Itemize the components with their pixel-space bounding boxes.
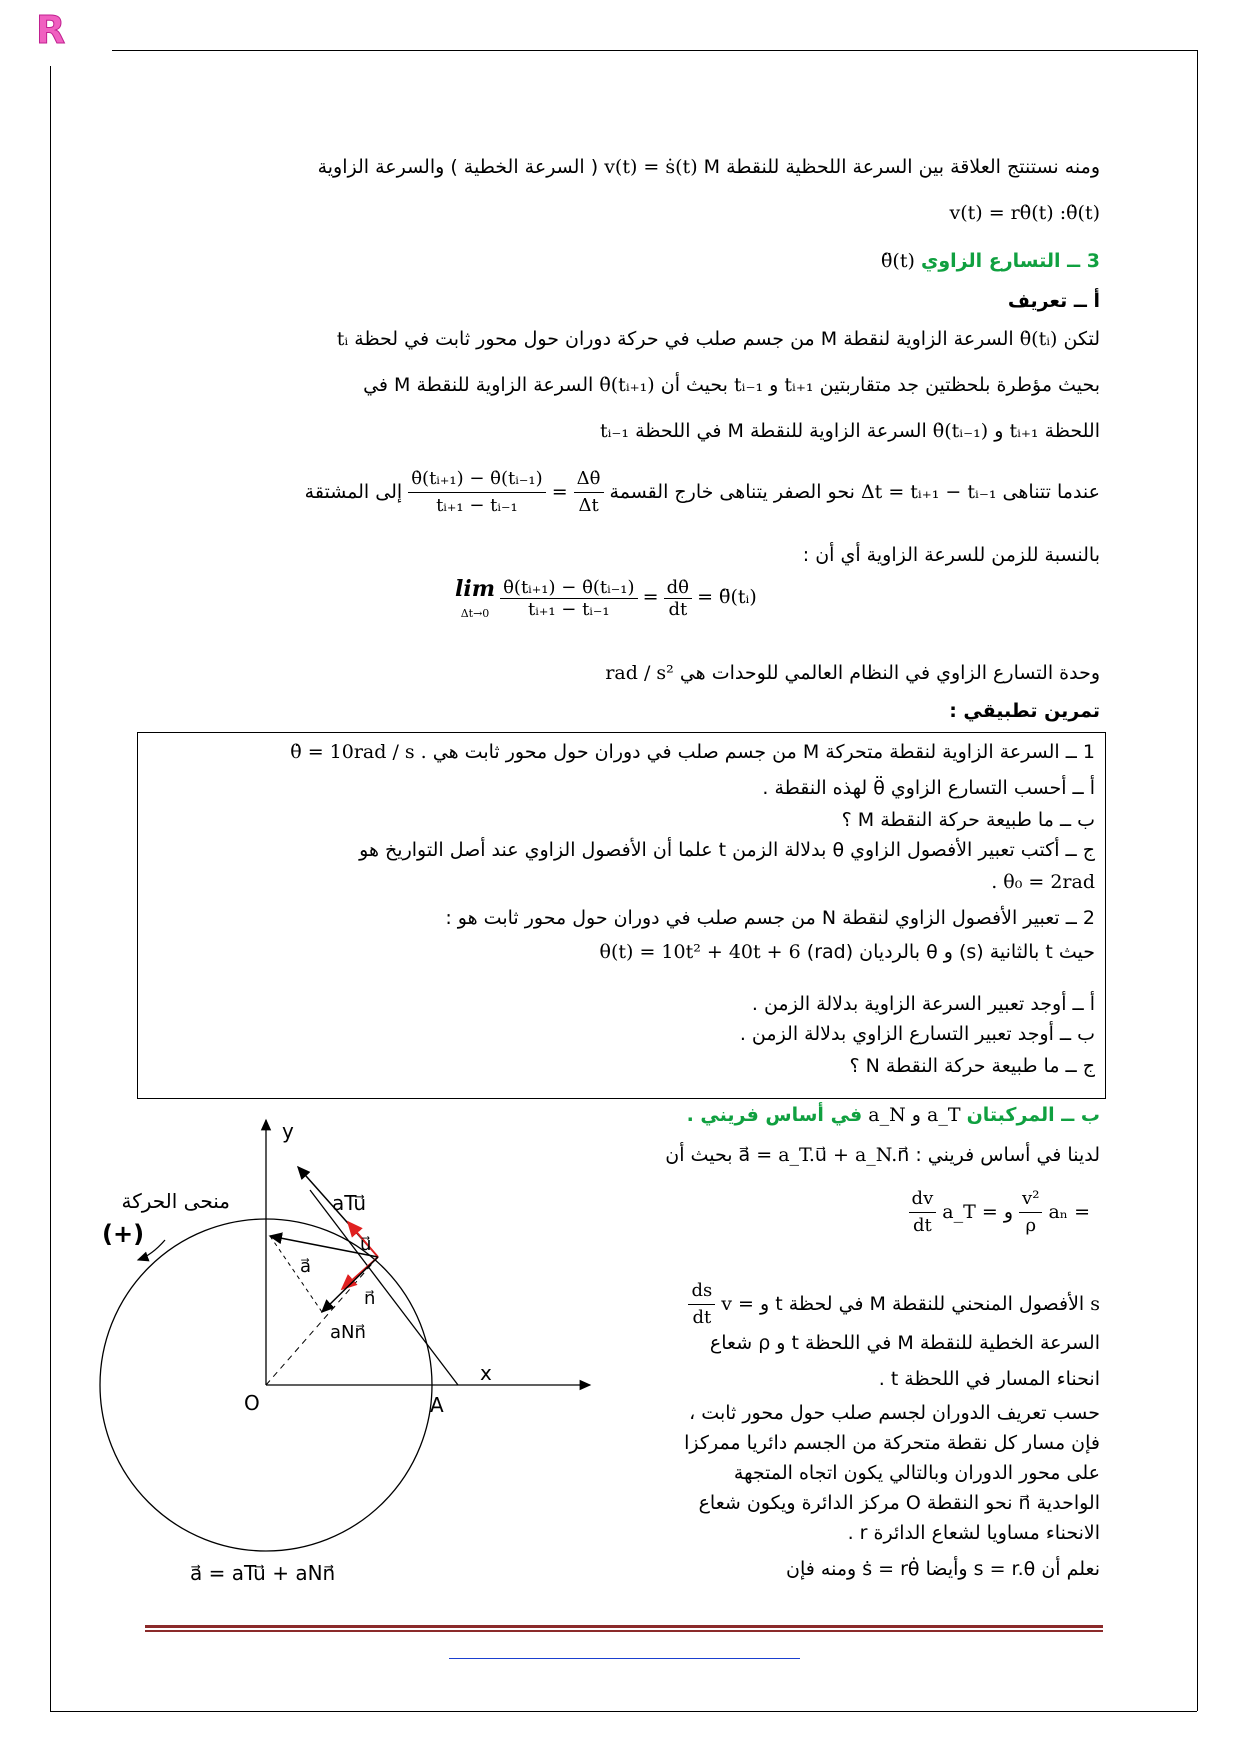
lim-fraction: $\frac{\text{θ̇(tᵢ₊₁) − θ̇(tᵢ₋₁)}}{\text{tᵢ₊₁ − tᵢ₋₁}}$ xyxy=(500,577,637,620)
page-frame-top xyxy=(112,50,1197,51)
line1-tail: ( السرعة الخطية ) والسرعة الزاوية xyxy=(317,156,599,178)
section-3-title xyxy=(881,248,1100,274)
p3-and: و xyxy=(994,420,1004,442)
line2-equation: v(t) = rθ̇(t) :θ̇(t) xyxy=(949,202,1100,224)
p2-end: السرعة الزاوية للنقطة M في xyxy=(363,374,594,396)
an-label: aNn⃗ xyxy=(330,1322,366,1343)
a-point-label: A xyxy=(430,1393,444,1417)
frenet-line-5: انحناء المسار في اللحظة t . xyxy=(878,1368,1100,1390)
frenet-line-7: فإن مسار كل نقطة متحركة من الجسم دائريا ممركزا xyxy=(684,1432,1100,1454)
lim-subscript: Δt→0 xyxy=(460,607,490,620)
section-3-title-text: 3 ــ التسارع الزاوي xyxy=(920,250,1100,272)
exercise-2: 2 ــ تعبير الأفصول الزاوي لنقطة N من جسم صلب في دوران حول محور ثابت هو : xyxy=(445,907,1095,929)
exercise-1c-eq: . θ₀ = 2rad xyxy=(991,871,1095,893)
paragraph-line-1 xyxy=(337,326,1100,352)
page-frame-left xyxy=(50,66,51,1711)
exercise-2a: أ ــ أوجد تعبير السرعة الزاوية بدلالة الزمن . xyxy=(751,993,1095,1015)
frenet-line-9: الواحدية n⃗ نحو النقطة O مركز الدائرة ويكون شعاع xyxy=(698,1492,1100,1514)
p3-t1: tᵢ₊₁ xyxy=(1009,420,1039,442)
frenet-line-4: السرعة الخطية للنقطة M في اللحظة t و ρ شعاع xyxy=(709,1332,1100,1354)
unit-line xyxy=(605,660,1100,686)
p3-start: اللحظة xyxy=(1044,420,1100,442)
curve-label: منحى الحركة xyxy=(121,1189,230,1213)
exercise-1a: أ ــ أحسب التسارع الزاوي θ̈ لهذه النقطة . xyxy=(762,777,1095,799)
exercise-1c: ج ــ أكتب تعبير الأفصول الزاوي θ بدلالة الزمن t علما أن الأفصول الزاوي عند أصل التواريخ هو xyxy=(359,839,1095,861)
frenet-line-6: حسب تعريف الدوران لجسم صلب حول محور ثابت ، xyxy=(689,1402,1100,1424)
p3-t2: tᵢ₋₁ xyxy=(599,420,630,442)
line1-text: ومنه نستنتج العلاقة بين السرعة اللحظية للنقطة M xyxy=(703,156,1100,178)
paragraph-line-3 xyxy=(600,418,1100,444)
p2-start: بحيث مؤطرة بلحظتين جد متقاربتين xyxy=(819,374,1100,396)
p4-mid: نحو الصفر يتناهى خارج القسمة xyxy=(609,481,855,503)
radius-line xyxy=(266,1257,378,1385)
logo: R xyxy=(36,8,66,52)
frenet-line-1: لدينا في أساس فريني : a⃗ = a_T.u⃗ + a_N.n⃗ بحيث أن xyxy=(665,1144,1100,1166)
unit-value: rad / s² xyxy=(605,662,674,684)
p1-start: لتكن xyxy=(1063,328,1100,350)
frenet-line-8: على محور الدوران وبالتالي يكون اتجاه المتجهة xyxy=(733,1462,1100,1484)
frenet-diagram xyxy=(60,1110,600,1610)
page-frame-right xyxy=(1197,50,1198,1711)
u-label: u⃗ xyxy=(360,1234,372,1255)
a-vector-label: a⃗ xyxy=(300,1256,312,1277)
exercise-2c: ج ــ ما طبيعة حركة النقطة N ؟ xyxy=(849,1055,1095,1077)
lim-fraction-2: $\frac{d\thetȧ}{dt}$ xyxy=(664,577,692,620)
p4-start: عندما تتناهى xyxy=(1002,481,1100,503)
subsection-a-title: أ ــ تعريف xyxy=(1007,290,1100,312)
exercise-box xyxy=(137,732,1106,1099)
p2-t1: tᵢ₊₁ xyxy=(784,374,814,396)
p4-fraction-2: $\frac{\text{θ̇(tᵢ₊₁) − θ̇(tᵢ₋₁)}}{\text{tᵢ₊₁ − tᵢ₋₁}}$ xyxy=(408,466,545,519)
frenet-line-3: s الأفصول المنحني للنقطة M في لحظة t و v = $\frac{ds}{dt}$ xyxy=(688,1278,1100,1331)
frenet-title: ب ــ المركبتان a_N و a_T في أساس فريني . xyxy=(686,1104,1100,1126)
tangent-line xyxy=(310,1190,458,1385)
at-label: aTu⃗ xyxy=(332,1191,367,1215)
limit-formula: lim Δt→0 $\frac{\text{θ̇(tᵢ₊₁) − θ̇(tᵢ₋₁)}}{\text{tᵢ₊₁ − tᵢ₋₁}}$ = $\frac{d\thetȧ}{dt}$ = θ̈(tᵢ) xyxy=(455,576,757,620)
exercise-1: 1 ــ السرعة الزاوية لنقطة متحركة M من جسم صلب في دوران حول محور ثابت هي θ̇ = 10rad / s . xyxy=(290,741,1095,763)
frenet-line-10: الانحناء مساويا لشعاع الدائرة r . xyxy=(847,1522,1100,1544)
n-label: n⃗ xyxy=(364,1288,376,1309)
paragraph-line-4: عندما تتناهى Δt = tᵢ₊₁ − tᵢ₋₁ نحو الصفر يتناهى خارج القسمة $\frac{\Delta\thetȧ}{\Delta t}$ = $\frac{\text{θ̇(tᵢ₊₁) − θ̇(tᵢ₋₁)}}{\text{tᵢ₊₁ − tᵢ₋₁}}$ إلى المشتقة xyxy=(305,466,1100,519)
formula-label: a⃗ = aTu⃗ + aNn⃗ xyxy=(190,1561,336,1585)
footer-bar xyxy=(145,1625,1103,1628)
p1-symbol: θ̇(tᵢ) xyxy=(1019,328,1058,350)
text-line-2 xyxy=(949,200,1100,226)
p3-symbol: θ̇(tᵢ₋₁) xyxy=(932,420,989,442)
p4-fraction: $\frac{\Delta\thetȧ}{\Delta t}$ xyxy=(574,466,604,519)
lim-result: = θ̈(tᵢ) xyxy=(697,586,757,608)
x-label: x xyxy=(480,1361,492,1385)
unit-text: وحدة التسارع الزاوي في النظام العالمي للوحدات هي xyxy=(679,662,1100,684)
paragraph-line-2 xyxy=(363,372,1100,398)
y-label: y xyxy=(282,1119,294,1143)
line1-equation: v(t) = ṡ(t) xyxy=(604,156,698,178)
page-frame-bottom xyxy=(50,1711,1197,1712)
p3-rest: السرعة الزاوية للنقطة M في اللحظة xyxy=(635,420,927,442)
p1-time: tᵢ xyxy=(336,328,349,350)
exercise-2b: ب ــ أوجد تعبير التسارع الزاوي بدلالة الزمن . xyxy=(739,1023,1095,1045)
p2-and: و xyxy=(769,374,779,396)
footer-bar-2 xyxy=(145,1630,1103,1632)
plus-label: (+) xyxy=(102,1220,145,1248)
p4-end: إلى المشتقة xyxy=(304,481,403,503)
paragraph-line-5: بالنسبة للزمن للسرعة الزاوية أي أن : xyxy=(802,544,1100,566)
p2-t2: tᵢ₋₁ xyxy=(734,374,764,396)
o-label: O xyxy=(244,1391,260,1415)
frenet-line-11: نعلم أن s = r.θ وأيضا ṡ = rθ̇ ومنه فإن xyxy=(786,1558,1100,1580)
p2-symbol: θ̇(tᵢ₊₁) xyxy=(599,374,655,396)
exercise-2-eq: حيث t بالثانية (s) و θ بالرديان (rad) θ(t) = 10t² + 40t + 6 xyxy=(599,941,1095,963)
frenet-line-2: aₙ = $\frac{\text{v²}}{\rho}$ و a_T = $\frac{dv}{dt}$ xyxy=(909,1186,1090,1239)
p1-rest: السرعة الزاوية لنقطة M من جسم صلب في حركة دوران حول محور ثابت في لحظة xyxy=(354,328,1014,350)
exercise-1b: ب ــ ما طبيعة حركة النقطة M ؟ xyxy=(841,809,1095,831)
exercise-title: تمرين تطبيقي : xyxy=(949,700,1100,722)
p2-rest: بحيث أن xyxy=(660,374,728,396)
p4-delta-t: Δt = tᵢ₊₁ − tᵢ₋₁ xyxy=(860,481,997,503)
projection-line xyxy=(270,1236,322,1312)
text-line-1 xyxy=(318,154,1100,180)
lim-symbol: lim xyxy=(455,576,495,602)
footer-link-underline xyxy=(449,1658,800,1659)
section-3-symbol: θ̈(t) xyxy=(880,250,915,272)
